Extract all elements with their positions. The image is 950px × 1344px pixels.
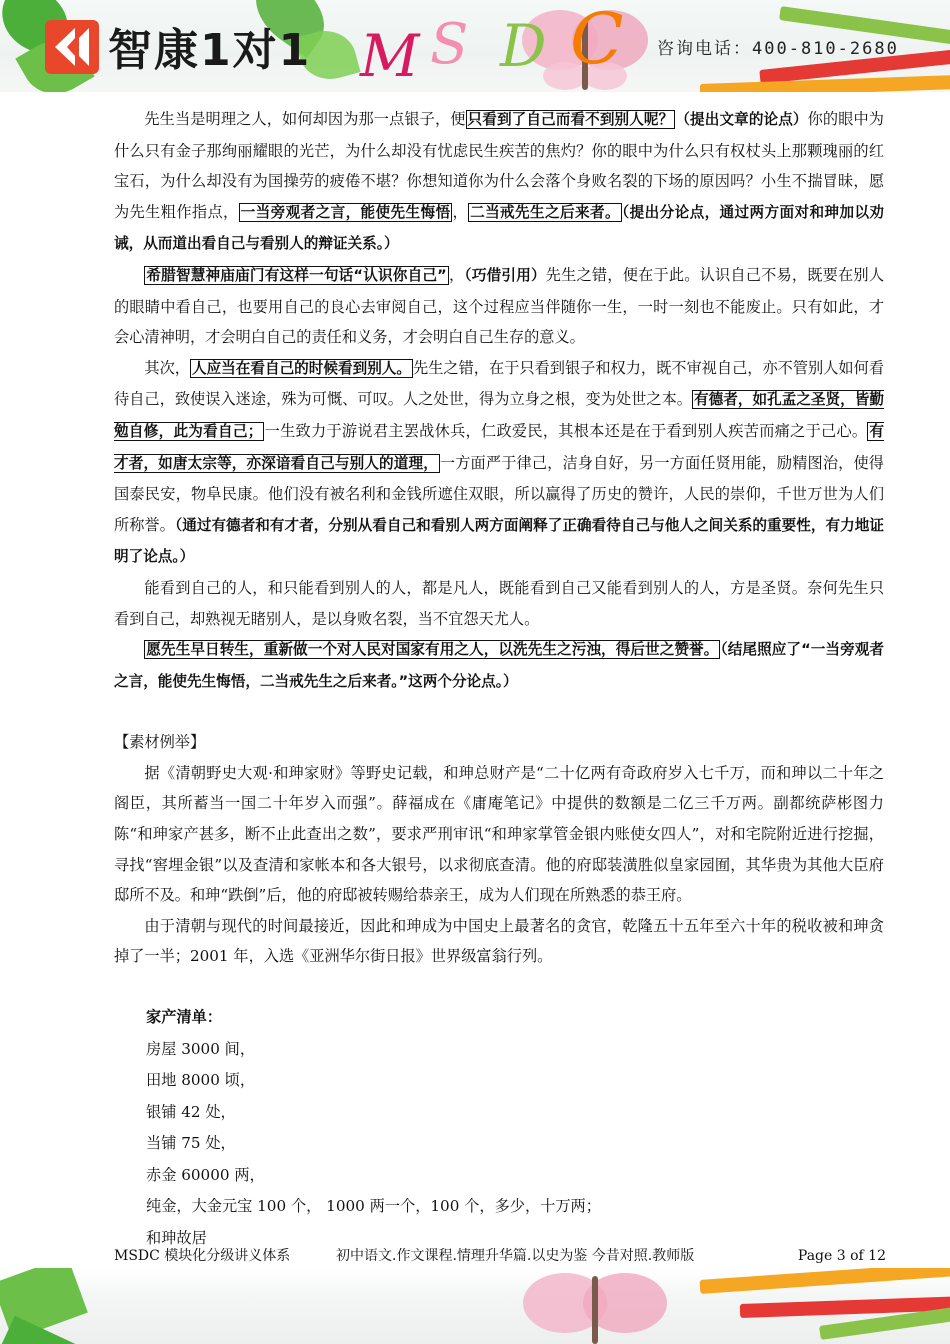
paragraph: 能看到自己的人，和只能看到别人的人，都是凡人，既能看到自己又能看到别人的人，方是圣贤。奈何先生只看到自己，却熟视无睹别人，是以身败名裂，当不宜怨天尤人。	[114, 578, 884, 628]
footer-banner	[0, 1268, 950, 1344]
paragraph	[114, 634, 884, 697]
asset-list	[114, 1002, 884, 1254]
text-run: 先生当是明理之人，如何却因为那一点银子，便	[144, 110, 466, 128]
list-item: 当铺 75 处，	[146, 1134, 236, 1153]
text-run: 先生之错，便在于此。认识自己不易，既要在别人的眼睛中看自己，也要用自己的良心去审阅自己，这个过程应当伴随你一生，一时一刻也不能废止。只有如此，才会心清神明，才会明白自己的责任和义务，才会明白自己生存的意义。	[114, 265, 885, 347]
boxed-thesis: 只看到了自己而看不到别人呢？	[467, 111, 674, 128]
footer-course: 初中语文.作文课程.情理升华篇.以史为鉴 今昔对照.教师版	[336, 1248, 695, 1264]
list-item: 房屋 3000 间，	[146, 1039, 256, 1058]
brand-logo-icon	[45, 20, 99, 74]
list-item: 纯金，大金元宝 100 个， 1000 两一个，100 个，多少，十万两；	[146, 1197, 601, 1216]
msdc-letter: D	[500, 12, 547, 80]
paragraph: 由于清朝与现代的时间最接近，因此和珅成为中国史上最著名的贪官，乾隆五十五年至六十年的税收被和珅贪掉了一半；2001 年，入选《亚洲华尔街日报》世界级富翁行列。	[114, 916, 884, 966]
paragraph	[114, 104, 884, 260]
page-footer	[114, 1244, 886, 1268]
butterfly-icon	[520, 1268, 670, 1344]
boxed-point: 二当戒先生之后来者。	[470, 203, 620, 221]
spacer	[114, 697, 884, 727]
list-title: 家产清单：	[146, 1008, 222, 1027]
text-run: ，	[448, 265, 465, 284]
text-run: 其次，	[144, 358, 190, 377]
paragraph	[114, 260, 884, 353]
msdc-logo	[360, 0, 660, 90]
annotation: （提出文章的论点）	[675, 111, 808, 128]
contact-phone: 咨询电话：400-810-2680	[657, 39, 899, 59]
pencil-decoration	[700, 1268, 950, 1294]
section-heading: 【素材例举】	[114, 733, 206, 752]
list-item: 银铺 42 处，	[146, 1102, 236, 1121]
text-run: 一方面严于律己，洁身自好，另一方面任贤用能，励精图治，使得国泰民安，物阜民康。他们没有被名利和金钱所遮住双眼，所以赢得了历史的赞许，人民的崇仰，千世万世为人们所称誉。	[114, 453, 884, 534]
pencil-decoration	[700, 75, 950, 92]
text-run: 先生之错，在于只看到银子和权力，既不审视自己，亦不管别人如何看待自己，致使误入迷途，殊为可慨、可叹。人之处世，得为立身之根，变为处世之本。	[114, 358, 885, 409]
article-body	[114, 104, 884, 1254]
footer-series: MSDC 模块化分级讲义体系	[114, 1248, 291, 1264]
msdc-letter: M	[360, 22, 420, 90]
list-item: 赤金 60000 两，	[146, 1165, 265, 1184]
msdc-letter: C	[570, 0, 624, 80]
boxed-point: 有德者，如孔孟之圣贤，皆勤勉自修，此为看自己；	[114, 391, 884, 440]
boxed-conclusion: 愿先生早日转生，重新做一个对人民对国家有用之人，以洗先生之污浊，得后世之赞誉。	[146, 641, 719, 659]
paragraph	[114, 353, 884, 573]
boxed-point: 人应当在看自己的时候看到别人。	[191, 359, 411, 377]
annotation: （巧借引用）	[464, 266, 546, 284]
annotation: （结尾照应了“一当旁观者之言，能使先生悔悟，二当戒先生之后来者。”这两个分论点。）	[114, 641, 884, 690]
page-number: Page 3 of 12	[797, 1248, 886, 1264]
text-run: ，	[452, 202, 469, 221]
msdc-letter: S	[430, 12, 469, 77]
boxed-point: 有才者，如唐太宗等，亦深谙看自己与别人的道理，	[114, 422, 884, 472]
annotation: （提出分论点，通过两方面对和珅加以劝诫，从而道出看自己与看别人的辩证关系。）	[114, 203, 885, 253]
list-item: 和珅故居	[146, 1228, 207, 1247]
brand-name: 智康1对1	[108, 25, 312, 76]
paragraph: 据《清朝野史大观·和珅家财》等野史记载，和珅总财产是“二十亿两有奇政府岁入七千万，而和珅以二十年之阁臣，其所蓄当一国二十年岁入而强”。薛福成在《庸庵笔记》中提供的数额是二亿三千万两。副都统萨彬图力陈“和珅家产甚多，断不止此查出之数”，要求严刑审讯“和珅家掌管金银内账使女四人”，对和宅院附近进行挖掘，寻找“窖埋金银”以及查清和家帐本和各大银号，以求彻底查清。他的府邸装潢胜似皇家园囿，其华贵为其他大臣府邸所不及。和珅“跌倒”后，他的府邸被转赐给恭亲王，成为人们现在所熟悉的恭王府。	[114, 763, 884, 905]
text-run: 一生致力于游说君主罢战休兵，仁政爱民，其根本还是在于看到别人疾苦而痛之于己心。	[264, 421, 868, 440]
spacer	[114, 972, 884, 1002]
boxed-point: 一当旁观者之言，能使先生悔悟	[240, 203, 451, 221]
list-item: 田地 8000 顷，	[146, 1071, 256, 1090]
header-banner	[0, 0, 950, 92]
boxed-quote: 希腊智慧神庙庙门有这样一句话“认识你自己”	[146, 266, 447, 284]
annotation: （通过有德者和有才者，分别从看自己和看别人两方面阐释了正确看待自己与他人之间关系的重要性，有力地证明了论点。）	[114, 516, 885, 566]
text-run: 你的眼中为什么只有金子那绚丽耀眼的光芒，为什么却没有忧虑民生疾苦的焦灼？你的眼中为什么只有权杖头上那颗瑰丽的红宝石，为什么却没有为国操劳的疲倦不堪？你想知道你为什么会落个身败名裂的下场的原因吗？小生不揣冒昧，愿为先生粗作指点，	[114, 110, 884, 221]
